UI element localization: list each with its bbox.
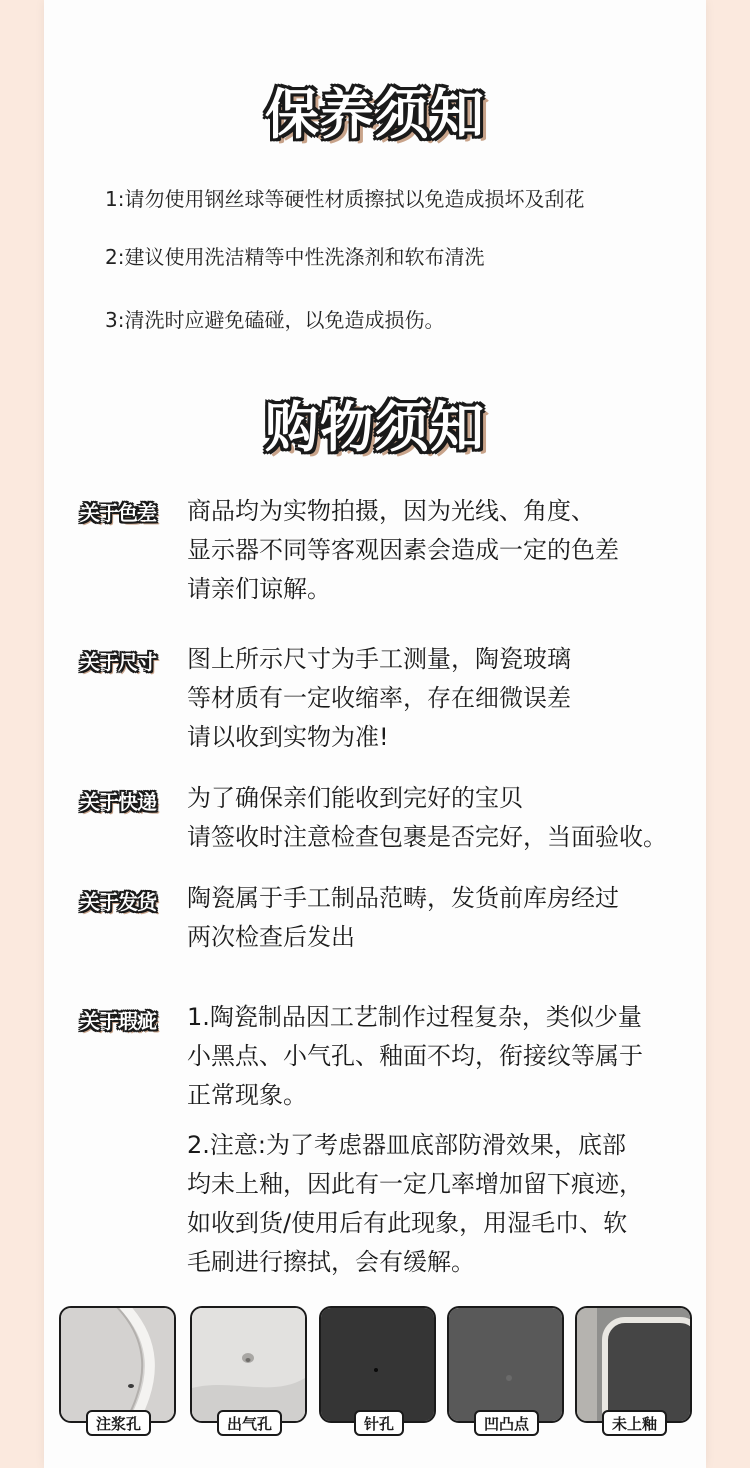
dispatch-text	[187, 879, 619, 957]
care-item-1: 1:请勿使用钢丝球等硬性材质擦拭以免造成损坏及刮花	[105, 187, 585, 211]
text-line: 请以收到实物为准!	[187, 723, 389, 751]
text-line: 显示器不同等客观因素会造成一定的色差	[187, 536, 619, 564]
color-difference-text	[187, 492, 619, 609]
grout-hole-photo	[59, 1306, 176, 1423]
tag-defects: 关于瑕疵	[80, 1009, 156, 1033]
tag-color-difference: 关于色差	[80, 501, 156, 525]
tag-size: 关于尺寸	[80, 650, 156, 674]
thumb-label-unglazed: 未上釉	[602, 1410, 667, 1436]
text-line: 图上所示尺寸为手工测量，陶瓷玻璃	[187, 645, 571, 673]
text-line: 等材质有一定收缩率，存在细微误差	[187, 684, 571, 712]
text-line: 小黑点、小气孔、釉面不均，衔接纹等属于	[187, 1042, 643, 1070]
text-line: 请亲们谅解。	[187, 575, 331, 603]
pinhole-photo	[319, 1306, 436, 1423]
text-line: 均未上釉，因此有一定几率增加留下痕迹，	[187, 1170, 643, 1198]
text-line: 商品均为实物拍摄，因为光线、角度、	[187, 497, 595, 525]
thumb-label-grout-hole: 注浆孔	[86, 1410, 151, 1436]
shipping-text	[187, 779, 667, 857]
care-item-3: 3:清洗时应避免磕碰，以免造成损伤。	[105, 308, 445, 332]
text-line: 2.注意:为了考虑器皿底部防滑效果，底部	[187, 1131, 626, 1159]
glaze-note-text	[187, 1126, 643, 1282]
text-line: 毛刷进行擦拭，会有缓解。	[187, 1248, 475, 1276]
size-text	[187, 640, 571, 757]
tag-shipping: 关于快递	[80, 790, 156, 814]
care-item-2: 2:建议使用洗洁精等中性洗涤剂和软布清洗	[105, 245, 485, 269]
text-line: 为了确保亲们能收到完好的宝贝	[187, 784, 523, 812]
defects-text	[187, 998, 643, 1115]
text-line: 1.陶瓷制品因工艺制作过程复杂，类似少量	[187, 1003, 642, 1031]
unglazed-photo	[575, 1306, 692, 1423]
bump-dot-photo	[447, 1306, 564, 1423]
tag-dispatch: 关于发货	[80, 890, 156, 914]
text-line: 陶瓷属于手工制品范畴，发货前库房经过	[187, 884, 619, 912]
text-line: 两次检查后发出	[187, 923, 355, 951]
text-line: 请签收时注意检查包裹是否完好，当面验收。	[187, 823, 667, 851]
text-line: 如收到货/使用后有此现象，用湿毛巾、软	[187, 1209, 628, 1237]
shopping-title: 购物须知	[265, 396, 485, 459]
thumb-label-vent-hole: 出气孔	[217, 1410, 282, 1436]
care-title: 保养须知	[265, 83, 485, 146]
text-line: 正常现象。	[187, 1081, 307, 1109]
thumb-label-pinhole: 针孔	[354, 1410, 404, 1436]
thumb-label-bump-dot: 凹凸点	[474, 1410, 539, 1436]
vent-hole-photo	[190, 1306, 307, 1423]
